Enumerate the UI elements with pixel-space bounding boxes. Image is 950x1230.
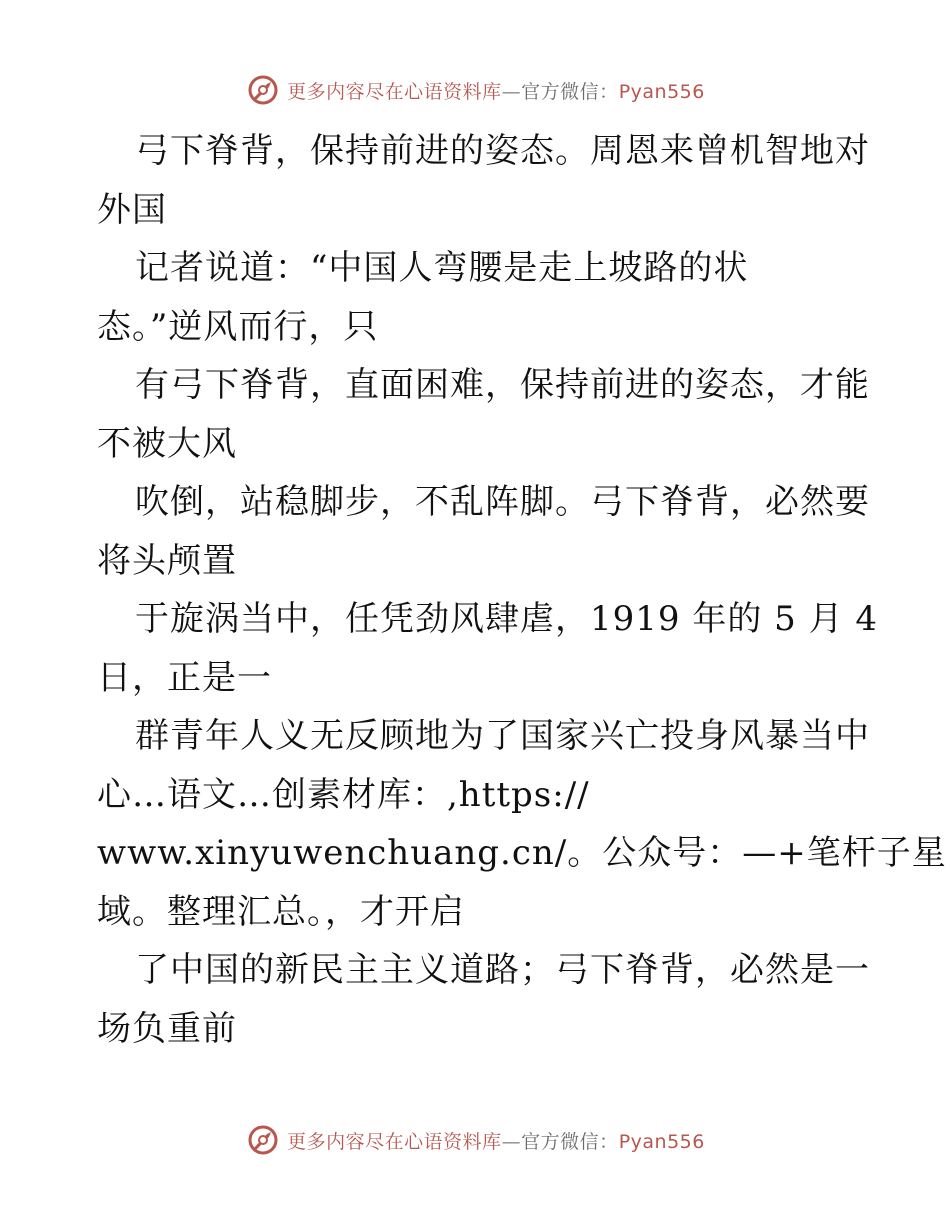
body-line: 吹倒，站稳脚步，不乱阵脚。弓下脊背，必然要 (135, 482, 870, 522)
body-line: 不被大风 (97, 423, 237, 464)
document-body (97, 122, 947, 1058)
header-banner-inner (245, 72, 705, 108)
body-line: 将头颅置 (97, 540, 237, 581)
banner-wechat-label: 官方微信： (521, 1130, 619, 1153)
banner-separator: — (501, 1130, 522, 1153)
header-banner (0, 70, 950, 110)
body-line: 群青年人义无反顾地为了国家兴亡投身风暴当中 (135, 716, 870, 756)
body-line: 日，正是一 (97, 657, 272, 698)
pen-seal-icon (245, 72, 281, 108)
body-line: www.xinyuwenchuang.cn/。公众号：—+笔杆子星 (97, 833, 947, 873)
body-line: 有弓下脊背，直面困难，保持前进的姿态，才能 (135, 365, 870, 405)
body-line: 于旋涡当中，任凭劲风肆虐，1919 年的 5 月 4 (135, 599, 879, 639)
banner-wechat-id: Pyan556 (618, 80, 705, 103)
banner-wechat-id: Pyan556 (618, 1130, 705, 1153)
body-line: 态。”逆风而行，只 (97, 306, 379, 347)
banner-separator: — (501, 80, 522, 103)
footer-banner-text (287, 1127, 705, 1154)
header-banner-text (287, 77, 705, 104)
banner-wechat-label: 官方微信： (521, 80, 619, 103)
body-line: 了中国的新民主主义道路；弓下脊背，必然是一 (135, 950, 870, 990)
body-line: 外国 (97, 189, 167, 230)
body-line: 心…语文…创素材库：,https:// (97, 774, 590, 815)
banner-main-text: 更多内容尽在心语资料库 (287, 80, 502, 103)
footer-banner-inner (245, 1122, 705, 1158)
pen-seal-icon (245, 1122, 281, 1158)
body-line: 记者说道：“中国人弯腰是走上坡路的状 (135, 248, 749, 288)
body-line: 场负重前 (97, 1008, 237, 1049)
footer-banner (0, 1120, 950, 1160)
banner-main-text: 更多内容尽在心语资料库 (287, 1130, 502, 1153)
body-line: 域。整理汇总。，才开启 (97, 891, 465, 932)
body-line: 弓下脊背，保持前进的姿态。周恩来曾机智地对 (135, 131, 870, 171)
